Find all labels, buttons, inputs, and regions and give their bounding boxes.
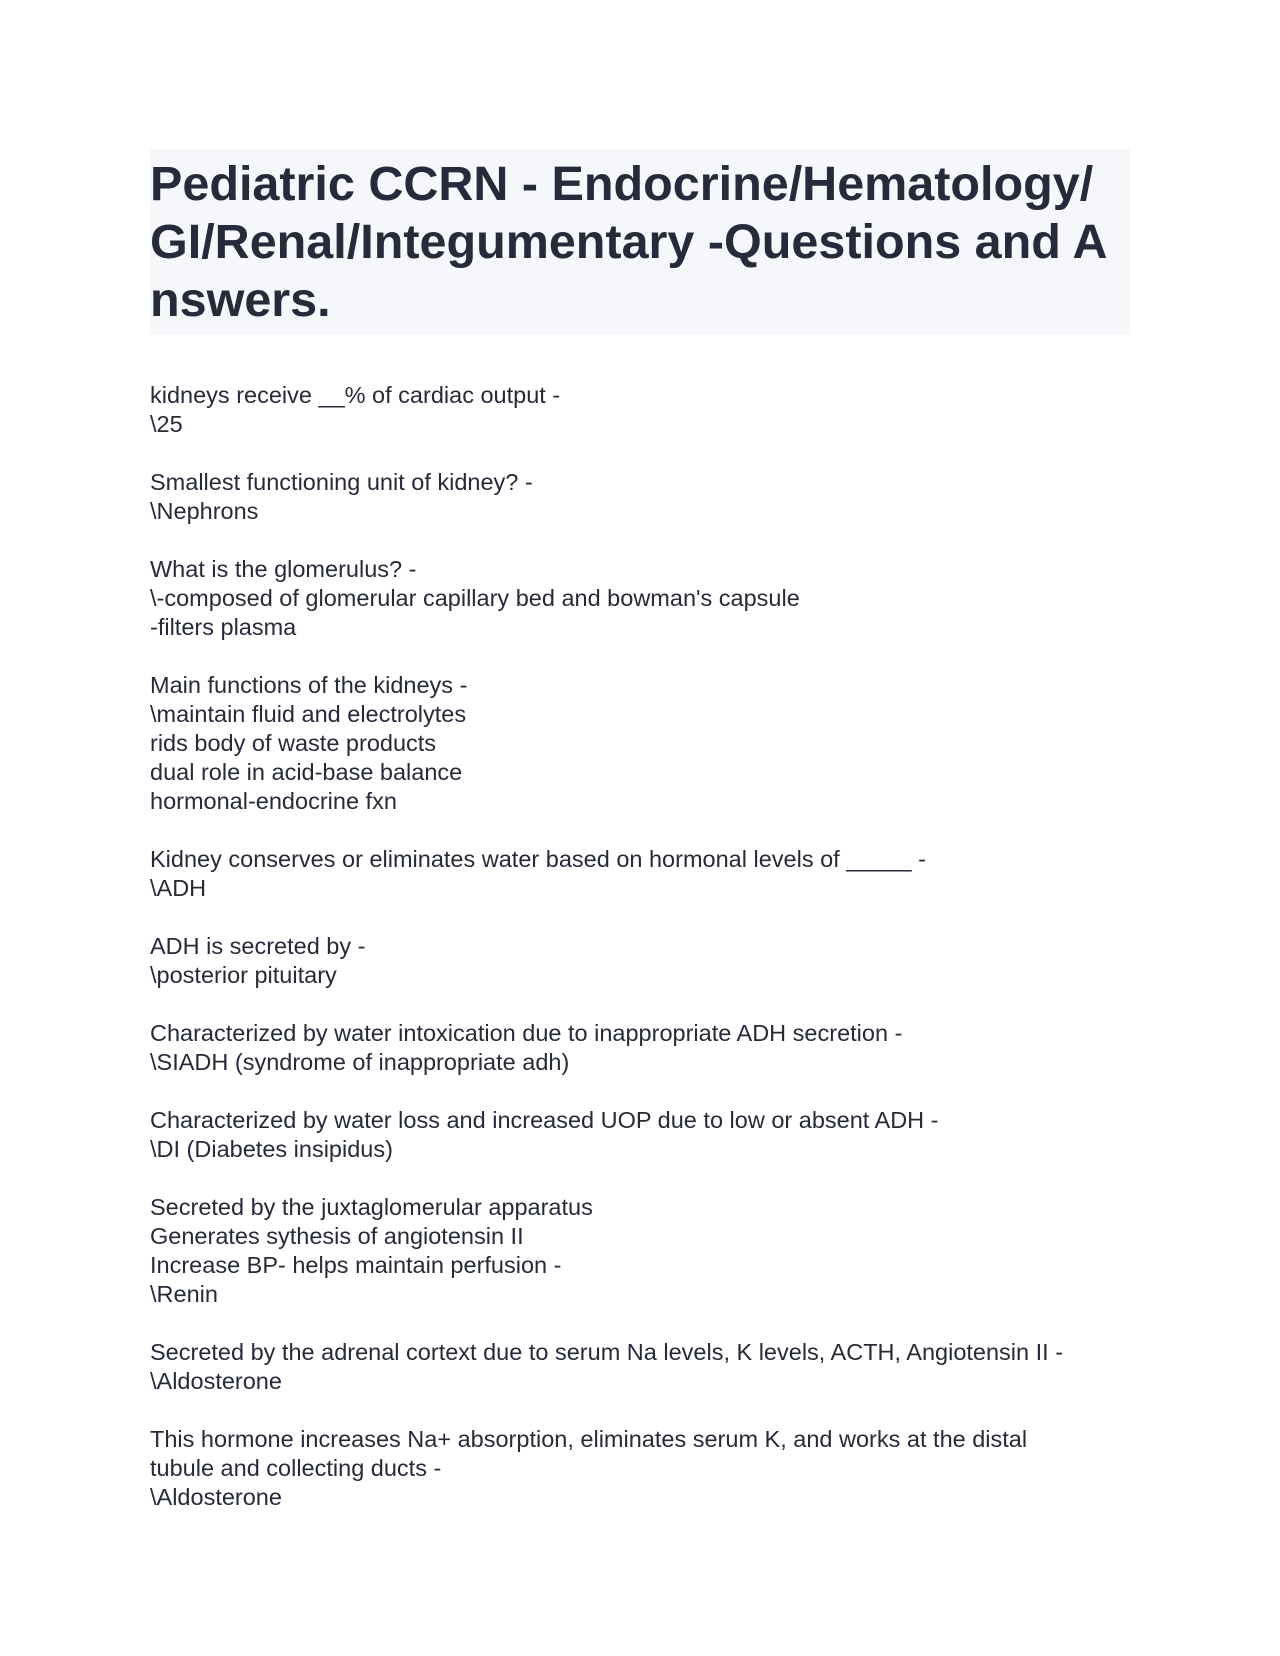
qa-list: [150, 381, 1130, 1512]
answer-line: \Aldosterone: [150, 1484, 282, 1510]
answer-line: \Aldosterone: [150, 1368, 282, 1394]
answer-line: hormonal-endocrine fxn: [150, 788, 397, 814]
answer-line: \Renin: [150, 1281, 218, 1307]
qa-item: [150, 671, 1130, 816]
qa-item: [150, 932, 1130, 990]
answer-line: \ADH: [150, 875, 207, 901]
answer-line: dual role in acid-base balance: [150, 759, 463, 785]
qa-item: [150, 381, 1130, 439]
qa-item: [150, 468, 1130, 526]
answer-line: \posterior pituitary: [150, 962, 337, 988]
title-banner: [150, 149, 1130, 335]
qa-item: [150, 1425, 1130, 1512]
question-line: Secreted by the juxtaglomerular apparatus: [150, 1194, 593, 1220]
question-line: Main functions of the kidneys -: [150, 672, 468, 698]
page-title: Pediatric CCRN - Endocrine/Hematology/GI/Renal/Integumentary -Questions and Answers.: [150, 157, 1108, 327]
qa-item: [150, 1338, 1130, 1396]
question-line: Characterized by water loss and increased UOP due to low or absent ADH -: [150, 1107, 939, 1133]
answer-line: \SIADH (syndrome of inappropriate adh): [150, 1049, 570, 1075]
answer-line: rids body of waste products: [150, 730, 437, 756]
qa-item: [150, 1106, 1130, 1164]
qa-item: [150, 1193, 1130, 1309]
answer-line: \-composed of glomerular capillary bed and bowman's capsule: [150, 585, 800, 611]
question-line: Smallest functioning unit of kidney? -: [150, 469, 533, 495]
question-line: This hormone increases Na+ absorption, eliminates serum K, and works at the distal: [150, 1426, 1028, 1452]
question-line: Characterized by water intoxication due to inappropriate ADH secretion -: [150, 1020, 903, 1046]
question-line: Kidney conserves or eliminates water based on hormonal levels of _____ -: [150, 846, 926, 872]
qa-item: [150, 1019, 1130, 1077]
question-line: tubule and collecting ducts -: [150, 1455, 442, 1481]
question-line: Secreted by the adrenal cortext due to serum Na levels, K levels, ACTH, Angiotensin II -: [150, 1339, 1064, 1365]
qa-item: [150, 555, 1130, 642]
answer-line: \25: [150, 411, 183, 437]
question-line: Generates sythesis of angiotensin II: [150, 1223, 524, 1249]
question-line: Increase BP- helps maintain perfusion -: [150, 1252, 562, 1278]
question-line: kidneys receive __% of cardiac output -: [150, 382, 561, 408]
answer-line: \DI (Diabetes insipidus): [150, 1136, 393, 1162]
question-line: What is the glomerulus? -: [150, 556, 417, 582]
document-page: [150, 149, 1130, 1541]
qa-item: [150, 845, 1130, 903]
answer-line: \maintain fluid and electrolytes: [150, 701, 467, 727]
answer-line: \Nephrons: [150, 498, 259, 524]
question-line: ADH is secreted by -: [150, 933, 366, 959]
answer-line: -filters plasma: [150, 614, 297, 640]
